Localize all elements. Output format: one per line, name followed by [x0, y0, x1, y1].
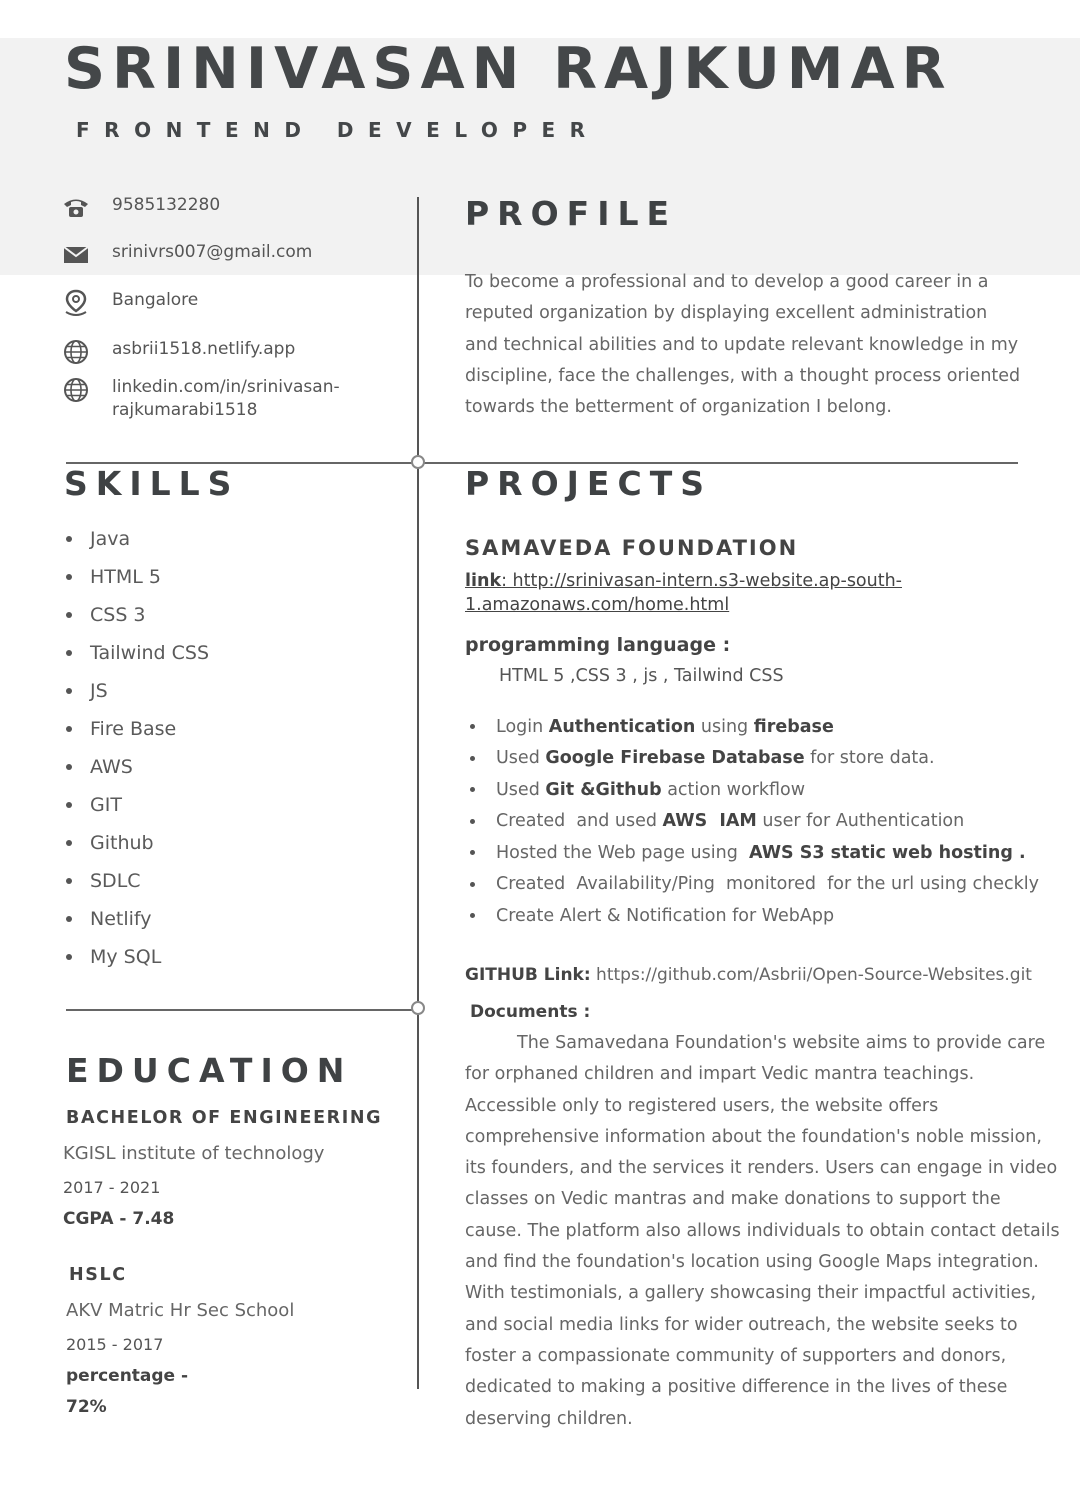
website-link[interactable]: asbrii1518.netlify.app — [112, 339, 296, 359]
skills-heading: SKILLS — [64, 464, 240, 503]
percentage-label: percentage - — [66, 1366, 189, 1386]
degree-title: BACHELOR OF ENGINEERING — [66, 1108, 383, 1128]
project-bullet — [470, 900, 1039, 932]
documents-text: The Samavedana Foundation's website aims to provide care for orphaned children and impart Vedic mantra teachings. Accessible only to registered users, the website offers comprehensive information about the foundation's noble mission, its founders, and the services it renders. Users can engage in video classes on Vedic mantras and make donations to support the cause. The platform also allows individuals to obtain contact details and find the foundation's location using Google Maps integration. With testimonials, a gallery showcasing their impactful activities, and social media links for wider outreach, the website seeks to foster a compassionate community of supporters and donors, dedicated to making a positive difference in the lives of these deserving children. — [465, 1033, 1060, 1429]
skill-item: Github — [66, 824, 209, 862]
project-bullet — [470, 806, 1039, 838]
bullet-part: action workflow — [661, 779, 806, 800]
school-years: 2015 - 2017 — [66, 1335, 164, 1354]
bullet-part: AWS IAM — [662, 811, 757, 832]
bullet-part: using — [695, 716, 754, 737]
project-link-url: : http://srinivasan-intern.s3-website.ap-south-1.amazonaws.com/home.html — [465, 571, 902, 615]
bullet-part: Login — [496, 716, 549, 737]
project-bullets — [470, 711, 1039, 932]
projects-heading: PROJECTS — [465, 464, 712, 503]
globe-icon — [62, 376, 90, 404]
github-link[interactable] — [465, 965, 1032, 985]
bullet-part: Git &Github — [545, 779, 662, 800]
college-name: KGISL institute of technology — [63, 1143, 325, 1164]
skill-item: AWS — [66, 748, 209, 786]
bullet-part: for store data. — [804, 748, 935, 769]
column-divider — [417, 197, 419, 1389]
location-text: Bangalore — [112, 290, 199, 310]
skill-item: GIT — [66, 786, 209, 824]
linkedin-line-1: linkedin.com/in/srinivasan- — [112, 377, 340, 397]
project-bullet — [470, 743, 1039, 775]
skill-item: My SQL — [66, 938, 209, 976]
globe-icon — [62, 338, 90, 366]
cgpa: CGPA - 7.48 — [63, 1209, 175, 1229]
skill-item: SDLC — [66, 862, 209, 900]
skills-list — [66, 520, 209, 976]
project-bullet — [470, 774, 1039, 806]
project-bullet — [470, 837, 1039, 869]
email-address[interactable]: srinivrs007@gmail.com — [112, 242, 313, 262]
project-link-label: link — [465, 571, 502, 591]
documents-label: Documents : — [470, 1002, 591, 1022]
bullet-part: Created Availability/Ping monitored for the url using checkly — [496, 874, 1040, 895]
mail-icon — [62, 241, 90, 269]
divider-node — [411, 1001, 425, 1015]
job-title: FRONTEND DEVELOPER — [76, 118, 600, 142]
college-years: 2017 - 2021 — [63, 1178, 161, 1197]
bullet-part: Used — [496, 748, 546, 769]
bullet-part: Create Alert & Notification for WebApp — [496, 905, 835, 926]
phone-icon — [62, 194, 90, 222]
phone-number[interactable]: 9585132280 — [112, 195, 221, 215]
candidate-name: SRINIVASAN RAJKUMAR — [64, 36, 953, 102]
bullet-part: AWS S3 static web hosting . — [748, 842, 1026, 863]
school-name: AKV Matric Hr Sec School — [66, 1300, 295, 1321]
profile-heading: PROFILE — [465, 194, 678, 233]
contact-website — [62, 338, 295, 366]
divider-node — [411, 455, 425, 469]
bullet-part: user for Authentication — [756, 811, 965, 832]
contact-email — [62, 241, 312, 269]
project-link[interactable] — [465, 569, 935, 617]
section-divider-left — [66, 1009, 418, 1011]
skill-item: HTML 5 — [66, 558, 209, 596]
skill-item: Netlify — [66, 900, 209, 938]
linkedin-link[interactable] — [112, 376, 340, 422]
programming-language-value: HTML 5 ,CSS 3 , js , Tailwind CSS — [499, 666, 784, 686]
profile-text: To become a professional and to develop a good career in a reputed organization by displaying excellent administration and technical abilities and to update relevant knowledge in my discipline, face the challenges, with a thought process oriented towards the betterment of organization I belong. — [465, 272, 1021, 418]
programming-language-label: programming language : — [465, 634, 731, 656]
project-title: SAMAVEDA FOUNDATION — [465, 536, 799, 560]
school-level: HSLC — [69, 1265, 127, 1285]
bullet-part: firebase — [753, 716, 834, 737]
skill-item: CSS 3 — [66, 596, 209, 634]
bullet-part: Authentication — [548, 716, 696, 737]
contact-linkedin — [62, 376, 340, 422]
linkedin-line-2: rajkumarabi1518 — [112, 400, 258, 420]
bullet-part: Google Firebase Database — [545, 748, 805, 769]
education-heading: EDUCATION — [66, 1051, 353, 1090]
bullet-part: Used — [496, 779, 546, 800]
project-bullet — [470, 869, 1039, 901]
contact-phone — [62, 194, 220, 222]
bullet-part: Hosted the Web page using — [496, 842, 749, 863]
project-bullet — [470, 711, 1039, 743]
percentage-value: 72% — [66, 1397, 107, 1417]
contact-location — [62, 289, 198, 317]
skill-item: Java — [66, 520, 209, 558]
github-url: https://github.com/Asbrii/Open-Source-Websites.git — [590, 965, 1032, 985]
github-label: GITHUB Link: — [465, 965, 591, 985]
location-pin-icon — [62, 289, 90, 317]
skill-item: JS — [66, 672, 209, 710]
skill-item: Fire Base — [66, 710, 209, 748]
bullet-part: Created and used — [496, 811, 663, 832]
skill-item: Tailwind CSS — [66, 634, 209, 672]
